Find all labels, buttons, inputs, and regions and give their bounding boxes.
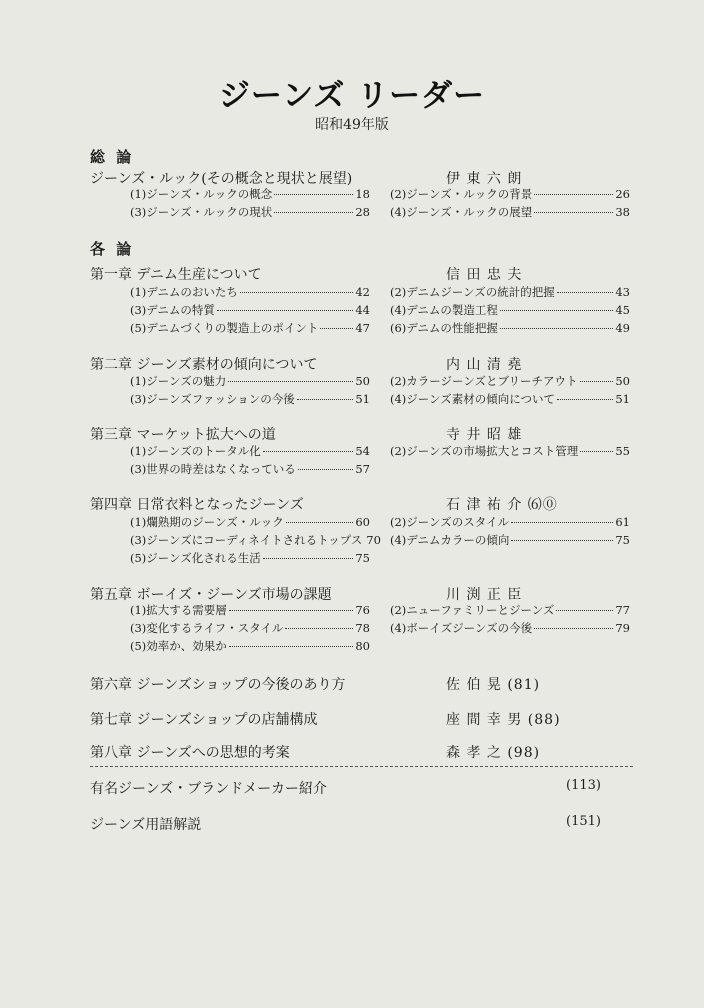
leader-dots [297, 399, 354, 400]
toc-entry-label: (4)ジーンズ・ルックの展望 [390, 205, 533, 219]
toc-entry [130, 550, 370, 566]
toc-entry [130, 204, 370, 220]
toc-entry [390, 532, 630, 548]
toc-entry-page: 18 [355, 187, 370, 201]
leader-dots [285, 628, 353, 629]
chapter-author: 信 田 忠 夫 [446, 267, 523, 283]
toc-entry-label: (4)ボーイズジーンズの今後 [390, 621, 533, 635]
toc-entry [390, 186, 630, 202]
toc-entry-label: (3)ジーンズにコーディネイトされるトップス [130, 533, 363, 547]
leader-dots [320, 328, 353, 329]
toc-entry-page: 57 [355, 462, 370, 476]
toc-entry-page: 50 [615, 374, 630, 388]
toc-entry-page: 51 [615, 392, 630, 406]
leader-dots [298, 469, 354, 470]
chapter-author: 寺 井 昭 雄 [446, 427, 523, 443]
leader-dots [500, 310, 614, 311]
toc-entry [390, 620, 630, 636]
leader-dots [511, 522, 613, 523]
general-author: 伊 東 六 朗 [446, 171, 523, 187]
toc-entry-label: (3)ジーンズファッションの今後 [130, 392, 295, 406]
toc-entry-page: 55 [615, 444, 630, 458]
toc-entry [390, 302, 630, 318]
toc-entry [130, 186, 370, 202]
toc-entry [390, 514, 630, 530]
general-heading: ジーンズ・ルック(その概念と現状と展望) [90, 171, 353, 187]
toc-entry-label: (1)拡大する需要層 [130, 603, 227, 617]
appendix-page: (151) [566, 814, 601, 829]
toc-entry-page: 47 [355, 321, 370, 335]
page-title: ジーンズ リーダー [218, 78, 486, 114]
toc-entry-page: 50 [355, 374, 370, 388]
chapter-author: 森 孝 之 (98) [446, 745, 541, 761]
leader-dots [556, 610, 613, 611]
chapter-heading: 第六章 ジーンズショップの今後のあり方 [90, 677, 346, 693]
toc-entry [390, 602, 630, 618]
toc-entry-page: 38 [615, 205, 630, 219]
toc-entry-label: (6)デニムの性能把握 [390, 321, 498, 335]
chapter-author: 座 間 幸 男 (88) [446, 712, 561, 728]
appendix-heading: ジーンズ用語解説 [90, 817, 202, 833]
toc-entry-page: 75 [355, 551, 370, 565]
toc-entry-page: 76 [355, 603, 370, 617]
toc-entry-label: (2)カラージーンズとブリーチアウト [390, 374, 578, 388]
chapter-heading: 第二章 ジーンズ素材の傾向について [90, 357, 318, 373]
section-general-heading: 総 論 [90, 148, 135, 166]
toc-entry-label: (4)ジーンズ素材の傾向について [390, 392, 555, 406]
toc-entry-label: (2)デニムジーンズの統計的把握 [390, 285, 555, 299]
chapter-author: 内 山 清 堯 [446, 357, 523, 373]
toc-entry-page: 43 [615, 285, 630, 299]
toc-entry-label: (2)ニューファミリーとジーンズ [390, 603, 555, 617]
toc-entry-label: (5)デニムづくりの製造上のポイント [130, 321, 319, 335]
chapter-heading: 第一章 デニム生産について [90, 267, 262, 283]
toc-entry-page: 49 [615, 321, 630, 335]
toc-entry-label: (5)ジーンズ化される生活 [130, 551, 261, 565]
toc-entry [130, 620, 370, 636]
toc-entry-page: 60 [355, 515, 370, 529]
appendix-heading: 有名ジーンズ・ブランドメーカー紹介 [90, 781, 327, 797]
toc-entry [390, 204, 630, 220]
toc-entry [130, 514, 370, 530]
toc-entry-page: 78 [355, 621, 370, 635]
toc-entry [390, 284, 630, 300]
toc-entry-page: 70 [366, 533, 381, 547]
toc-entry-label: (1)ジーンズの魅力 [130, 374, 227, 388]
toc-entry-label: (4)デニムの製造工程 [390, 303, 498, 317]
toc-entry [390, 373, 630, 389]
leader-dots [263, 558, 354, 559]
toc-entry-label: (3)デニムの特質 [130, 303, 215, 317]
chapter-heading: 第七章 ジーンズショップの店舗構成 [90, 712, 318, 728]
chapter-heading: 第五章 ボーイズ・ジーンズ市場の課題 [90, 587, 332, 603]
toc-entry [390, 320, 630, 336]
toc-entry [390, 443, 630, 459]
toc-entry-label: (3)変化するライフ・スタイル [130, 621, 284, 635]
chapter-heading: 第八章 ジーンズへの思想的考案 [90, 745, 290, 761]
leader-dots [557, 292, 614, 293]
toc-entry [130, 391, 370, 407]
leader-dots [534, 194, 613, 195]
leader-dots [534, 212, 613, 213]
toc-entry [130, 320, 370, 336]
toc-entry-page: 79 [615, 621, 630, 635]
toc-entry [130, 638, 370, 654]
leader-dots [263, 451, 354, 452]
toc-entry [130, 461, 370, 477]
toc-entry-label: (1)爛熟期のジーンズ・ルック [130, 515, 284, 529]
leader-dots [286, 522, 354, 523]
toc-entry-page: 54 [355, 444, 370, 458]
appendix-page: (113) [566, 778, 601, 793]
toc-entry-page: 44 [355, 303, 370, 317]
leader-dots [229, 646, 354, 647]
section-specific-heading: 各 論 [90, 240, 135, 258]
toc-entry-page: 42 [355, 285, 370, 299]
toc-entry [130, 602, 370, 618]
toc-entry [130, 302, 370, 318]
leader-dots [240, 292, 354, 293]
leader-dots [500, 328, 614, 329]
leader-dots [534, 628, 613, 629]
toc-entry-page: 77 [615, 603, 630, 617]
toc-entry-label: (1)デニムのおいたち [130, 285, 238, 299]
toc-entry [390, 391, 630, 407]
leader-dots [511, 540, 613, 541]
toc-entry [130, 373, 370, 389]
toc-entry [130, 284, 370, 300]
toc-entry-label: (1)ジーンズのトータル化 [130, 444, 261, 458]
chapter-author: 石 津 祐 介 ⑹⓪ [446, 497, 558, 513]
chapter-author: 川 渕 正 臣 [446, 587, 523, 603]
toc-entry-label: (4)デニムカラーの傾向 [390, 533, 510, 547]
toc-entry-label: (2)ジーンズ・ルックの背景 [390, 187, 533, 201]
toc-entry-page: 28 [355, 205, 370, 219]
toc-entry-label: (3)世界の時差はなくなっている [130, 462, 296, 476]
chapter-heading: 第四章 日常衣料となったジーンズ [90, 497, 304, 513]
toc-entry-label: (5)効率か、効果か [130, 639, 227, 653]
toc-entry-page: 45 [615, 303, 630, 317]
toc-entry-page: 80 [355, 639, 370, 653]
toc-entry-label: (2)ジーンズの市場拡大とコスト管理 [390, 444, 579, 458]
leader-dots [217, 310, 354, 311]
toc-entry-page: 26 [615, 187, 630, 201]
toc-entry-page: 75 [615, 533, 630, 547]
toc-entry [130, 532, 381, 548]
section-divider [90, 766, 633, 767]
edition-subtitle: 昭和49年版 [315, 117, 389, 133]
leader-dots [228, 381, 353, 382]
leader-dots [580, 451, 613, 452]
toc-entry-page: 51 [355, 392, 370, 406]
leader-dots [557, 399, 613, 400]
chapter-heading: 第三章 マーケット拡大への道 [90, 427, 276, 443]
chapter-author: 佐 伯 晃 (81) [446, 677, 541, 693]
toc-entry-label: (3)ジーンズ・ルックの現状 [130, 205, 273, 219]
leader-dots [580, 381, 614, 382]
toc-entry-label: (2)ジーンズのスタイル [390, 515, 509, 529]
leader-dots [274, 194, 353, 195]
toc-entry [130, 443, 370, 459]
leader-dots [274, 212, 353, 213]
toc-entry-page: 61 [615, 515, 630, 529]
leader-dots [229, 610, 354, 611]
toc-entry-label: (1)ジーンズ・ルックの概念 [130, 187, 273, 201]
